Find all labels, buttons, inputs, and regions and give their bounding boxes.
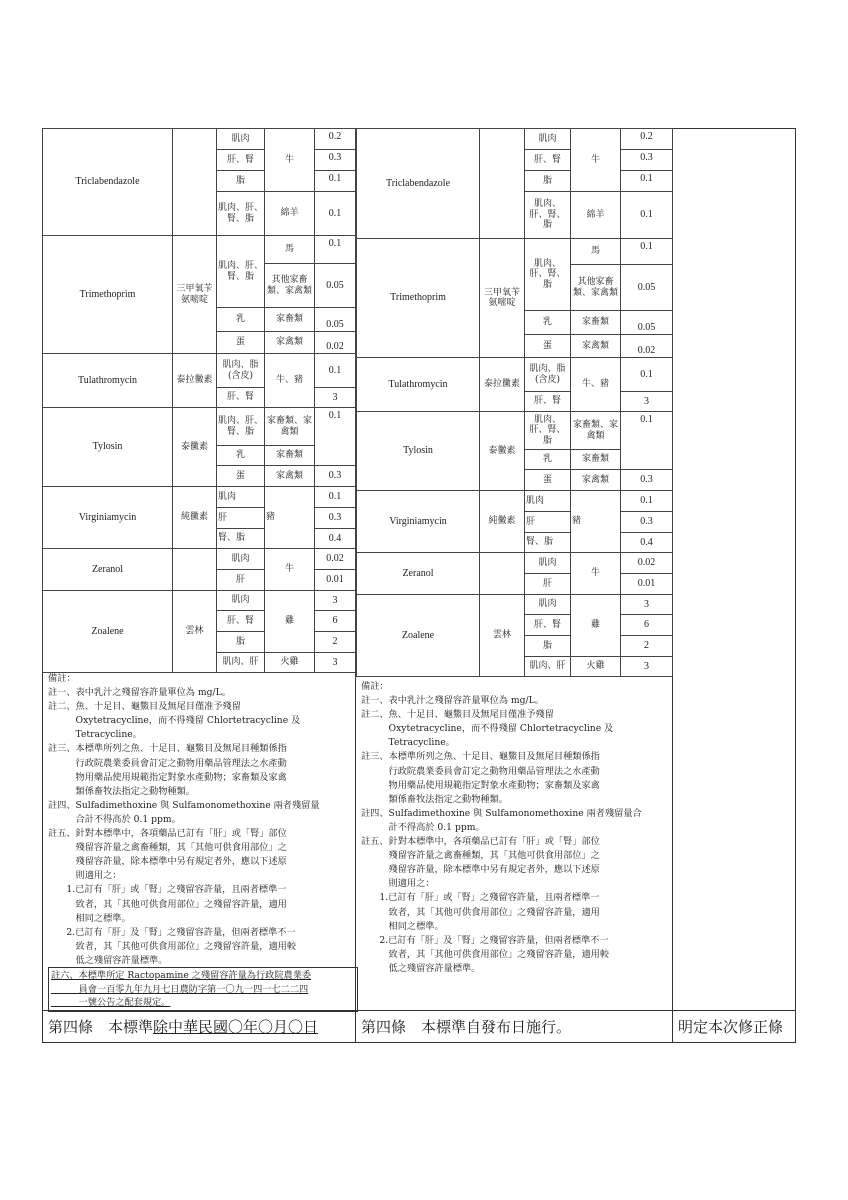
drug-name: Trimethoprim [357, 239, 480, 358]
note-six-line: 註六、本標準所定 Ractopamine 之殘留容許量為行政院農業委 [51, 970, 312, 981]
tissue: 脂 [217, 632, 265, 653]
note-line: 殘留容許量，除本標準中另有規定者外，應以下述原 [48, 856, 287, 868]
tissue: 肌肉 [525, 491, 571, 512]
tissue: 肌肉 [525, 595, 571, 615]
drug-cn-name [480, 553, 525, 595]
limit-value: 3 [621, 392, 673, 412]
note-line: 1.已訂有「肝」或「腎」之殘留容許量，且兩者標準一 [48, 884, 287, 896]
limit-value: 0.05 [315, 308, 356, 332]
tissue: 肌肉、脂(含皮) [217, 354, 265, 388]
notes-heading: 備註： [48, 673, 76, 684]
tissue: 肌肉、肝、腎、脂 [217, 192, 265, 236]
animal: 家畜類、家禽類 [265, 408, 315, 446]
limit-value: 0.1 [315, 408, 356, 466]
limit-value: 0.3 [621, 150, 673, 171]
tissue: 肌肉、肝、腎、脂 [217, 408, 265, 446]
tissue: 肌肉、脂(含皮) [525, 358, 571, 392]
tissue: 腎、脂 [525, 533, 571, 553]
tissue: 脂 [525, 636, 571, 657]
limit-value: 0.1 [315, 192, 356, 236]
note-line: 註二、魚、十足目、龜鱉目及無尾目僅准予殘留 [48, 701, 241, 713]
animal: 家禽類 [265, 466, 315, 487]
animal: 火雞 [571, 657, 621, 677]
tissue: 肝、腎 [217, 388, 265, 408]
article-four-prefix: 第四條 本標準 [48, 1018, 154, 1036]
note-line: 行政院農業委員會訂定之動物用藥品管理法之水產動 [48, 757, 287, 769]
animal: 家畜類 [571, 311, 621, 335]
note-line: 計不得高於 0.1 ppm。 [361, 821, 485, 833]
tissue: 肌肉 [217, 549, 265, 570]
note-line: 類係畜牧法指定之動物種類。 [361, 793, 508, 805]
drug-name: Triclabendazole [43, 129, 173, 236]
drug-cn-name: 純黴素 [173, 487, 217, 549]
limit-value: 0.01 [621, 574, 673, 595]
drug-name: Zoalene [357, 595, 480, 677]
note-line: 1.已訂有「肝」或「腎」之殘留容許量，且兩者標準一 [361, 892, 600, 904]
drug-cn-name: 泰拉黴素 [173, 354, 217, 408]
animal: 豬 [571, 491, 621, 553]
note-line: 註一、表中乳汁之殘留容許量單位為 mg/L。 [361, 695, 544, 706]
note-line: 行政院農業委員會訂定之動物用藥品管理法之水產動 [361, 765, 600, 777]
tissue: 乳 [217, 308, 265, 332]
limit-value: 0.1 [315, 236, 356, 264]
article-four-explanation: 明定本次修正條 [678, 1018, 784, 1036]
note-line: 2.已訂有「肝」及「腎」之殘留容許量，但兩者標準不一 [361, 934, 609, 946]
limit-value: 0.1 [621, 491, 673, 512]
animal: 雞 [265, 591, 315, 653]
limit-value: 3 [315, 388, 356, 408]
limit-value: 0.05 [621, 311, 673, 335]
note-line: 註五、針對本標準中，各項藥品已訂有「肝」或「腎」部位 [48, 828, 287, 839]
drug-cn-name: 雲林 [173, 591, 217, 673]
limit-value: 0.3 [315, 508, 356, 529]
limit-value: 3 [621, 657, 673, 677]
limit-value: 0.02 [315, 549, 356, 570]
note-line: 則適用之： [361, 878, 435, 890]
note-line: 致者，其「其他可供食用部位」之殘留容許量，適用較 [48, 940, 297, 952]
tissue: 脂 [217, 171, 265, 192]
drug-cn-name: 三甲氧苄氨嘧啶 [173, 236, 217, 354]
animal: 馬 [265, 236, 315, 264]
limit-value: 0.05 [621, 265, 673, 311]
animal: 馬 [571, 239, 621, 265]
animal: 其他家畜類、家禽類 [571, 265, 621, 311]
limit-value: 2 [621, 636, 673, 657]
limit-value: 0.3 [621, 512, 673, 533]
tissue: 肝、腎 [525, 615, 571, 636]
animal: 家禽類 [265, 332, 315, 354]
note-line: 則適用之： [48, 870, 122, 882]
animal: 豬 [265, 487, 315, 549]
animal: 牛 [265, 549, 315, 591]
drug-cn-name: 泰拉黴素 [480, 358, 525, 412]
note-line: 註二、魚、十足目、龜鱉目及無尾目僅准予殘留 [361, 709, 554, 721]
note-line: 致者，其「其他可供食用部位」之殘留容許量，適用 [48, 898, 287, 910]
drug-cn-name: 雲林 [480, 595, 525, 677]
residue-table-left [42, 128, 356, 673]
tissue: 蛋 [217, 332, 265, 354]
limit-value: 0.02 [621, 553, 673, 574]
drug-cn-name: 純黴素 [480, 491, 525, 553]
animal: 家畜類 [265, 308, 315, 332]
limit-value: 0.1 [621, 358, 673, 392]
tissue: 肌肉、肝、腎、脂 [217, 236, 265, 308]
tissue: 肌肉、肝、腎、脂 [525, 192, 571, 239]
tissue: 肌肉、肝、腎、脂 [525, 412, 571, 450]
limit-value: 6 [315, 611, 356, 632]
animal: 其他家畜類、家禽類 [265, 264, 315, 308]
note-line: 低之殘留容許量標準。 [361, 962, 481, 974]
tissue: 乳 [525, 311, 571, 335]
drug-name: Virginiamycin [357, 491, 480, 553]
tissue: 腎、脂 [217, 529, 265, 549]
note-line: 相同之標準。 [48, 912, 131, 924]
limit-value: 0.4 [621, 533, 673, 553]
limit-value: 0.05 [315, 264, 356, 308]
animal: 家畜類、家禽類 [571, 412, 621, 450]
note-line: 註四、Sulfadimethoxine 與 Sulfamonomethoxine 兩者殘留量 [48, 799, 320, 811]
note-line: Oxytetracycline，而不得殘留 Chlortetracycline 及 [48, 715, 301, 727]
animal: 家畜類 [571, 450, 621, 470]
note-line: 物用藥品使用規範指定對象水產動物；家畜類及家禽 [48, 771, 287, 783]
limit-value: 6 [621, 615, 673, 636]
limit-value: 0.1 [315, 487, 356, 508]
note-line: 殘留容許量之禽畜種類，其「其他可供食用部位」之 [361, 850, 600, 862]
article-four-middle: 第四條 本標準自發布日施行。 [361, 1018, 572, 1036]
note-line: 低之殘留容許量標準。 [48, 954, 168, 966]
drug-cn-name [173, 549, 217, 591]
note-six-line: 員會一百零九年九月七日農防字第一〇九一四一七二二四 [51, 983, 309, 995]
drug-name: Virginiamycin [43, 487, 173, 549]
animal: 牛 [265, 129, 315, 192]
drug-cn-name: 泰黴素 [173, 408, 217, 487]
drug-cn-name: 泰黴素 [480, 412, 525, 491]
drug-name: Tylosin [43, 408, 173, 487]
note-line: 註五、針對本標準中，各項藥品已訂有「肝」或「腎」部位 [361, 836, 600, 847]
drug-name: Tulathromycin [43, 354, 173, 408]
limit-value: 2 [315, 632, 356, 653]
tissue: 肌肉 [525, 553, 571, 574]
limit-value: 0.01 [315, 570, 356, 591]
limit-value: 3 [621, 595, 673, 615]
note-line: Tetracycline。 [361, 737, 455, 749]
limit-value: 0.3 [621, 470, 673, 491]
note-line: Oxytetracycline，而不得殘留 Chlortetracycline 及 [361, 723, 614, 735]
tissue: 肌肉 [217, 487, 265, 508]
note-line: 2.已訂有「肝」及「腎」之殘留容許量，但兩者標準不一 [48, 926, 296, 938]
tissue: 肝 [217, 508, 265, 529]
note-line: 註四、Sulfadimethoxine 與 Sulfamonomethoxine 兩者殘留量合 [361, 807, 642, 819]
note-line: 致者，其「其他可供食用部位」之殘留容許量，適用較 [361, 948, 610, 960]
article-four-deleted-text: 除中華民國〇年〇月〇日 [153, 1018, 319, 1036]
tissue: 蛋 [525, 470, 571, 491]
tissue: 蛋 [217, 466, 265, 487]
tissue: 乳 [525, 450, 571, 470]
note-line: 殘留容許量之禽畜種類，其「其他可供食用部位」之 [48, 842, 287, 854]
animal: 綿羊 [265, 192, 315, 236]
note-six-line: 一號公告之配套規定。 [51, 997, 171, 1009]
limit-value: 0.3 [315, 466, 356, 487]
drug-name: Zoalene [43, 591, 173, 673]
notes-heading: 備註： [361, 681, 389, 692]
limit-value: 0.1 [621, 171, 673, 192]
animal: 牛、豬 [571, 358, 621, 412]
note-line: 致者，其「其他可供食用部位」之殘留容許量，適用 [361, 906, 600, 918]
animal: 家畜類 [265, 446, 315, 466]
drug-cn-name [173, 129, 217, 236]
animal: 家禽類 [571, 335, 621, 358]
note-line: 註一、表中乳汁之殘留容許量單位為 mg/L。 [48, 687, 231, 698]
drug-name: Zeranol [357, 553, 480, 595]
animal: 牛 [571, 553, 621, 595]
animal: 綿羊 [571, 192, 621, 239]
tissue: 乳 [217, 446, 265, 466]
limit-value: 0.3 [315, 150, 356, 171]
tissue: 肝、腎 [217, 150, 265, 171]
tissue: 肝 [525, 512, 571, 533]
note-line: 註三、本標準所列之魚、十足目、龜鱉目及無尾目種類係指 [48, 743, 287, 755]
drug-name: Trimethoprim [43, 236, 173, 354]
animal: 牛 [571, 129, 621, 192]
residue-table-middle [356, 128, 673, 677]
drug-cn-name: 三甲氧苄氨嘧啶 [480, 239, 525, 358]
tissue: 肌肉 [217, 129, 265, 150]
limit-value: 0.1 [315, 171, 356, 192]
note-line: 合計不得高於 0.1 ppm。 [48, 813, 181, 825]
limit-value: 3 [315, 591, 356, 611]
note-line: 物用藥品使用規範指定對象水產動物；家畜類及家禽 [361, 779, 600, 791]
tissue: 脂 [525, 171, 571, 192]
limit-value: 3 [315, 653, 356, 673]
tissue: 肝 [217, 570, 265, 591]
tissue: 蛋 [525, 335, 571, 358]
tissue: 肌肉、肝、腎、脂 [525, 239, 571, 311]
drug-name: Tulathromycin [357, 358, 480, 412]
limit-value: 0.2 [621, 129, 673, 150]
article-four-left [48, 1016, 318, 1037]
tissue: 肝 [525, 574, 571, 595]
animal: 家禽類 [571, 470, 621, 491]
limit-value: 0.4 [315, 529, 356, 549]
animal: 雞 [571, 595, 621, 657]
tissue: 肌肉、肝 [217, 653, 265, 673]
tissue: 肌肉 [525, 129, 571, 150]
tissue: 肝、腎 [525, 150, 571, 171]
note-line: 註三、本標準所列之魚、十足目、龜鱉目及無尾目種類係指 [361, 751, 600, 763]
tissue: 肌肉、肝 [525, 657, 571, 677]
limit-value: 0.1 [621, 192, 673, 239]
limit-value: 0.1 [621, 239, 673, 265]
tissue: 肝、腎 [217, 611, 265, 632]
drug-cn-name [480, 129, 525, 239]
tissue: 肝、腎 [525, 392, 571, 412]
limit-value: 0.2 [315, 129, 356, 150]
note-line: 類係畜牧法指定之動物種類。 [48, 785, 195, 797]
drug-name: Tylosin [357, 412, 480, 491]
note-line: 相同之標準。 [361, 920, 444, 932]
animal: 火雞 [265, 653, 315, 673]
note-six [48, 967, 358, 1012]
limit-value: 0.1 [315, 354, 356, 388]
limit-value: 0.1 [621, 412, 673, 470]
note-line: 殘留容許量，除本標準中另有規定者外，應以下述原 [361, 864, 600, 876]
note-line: Tetracycline。 [48, 729, 142, 741]
drug-name: Triclabendazole [357, 129, 480, 239]
tissue: 肌肉 [217, 591, 265, 611]
drug-name: Zeranol [43, 549, 173, 591]
animal: 牛、豬 [265, 354, 315, 408]
limit-value: 0.02 [315, 332, 356, 354]
limit-value: 0.02 [621, 335, 673, 358]
